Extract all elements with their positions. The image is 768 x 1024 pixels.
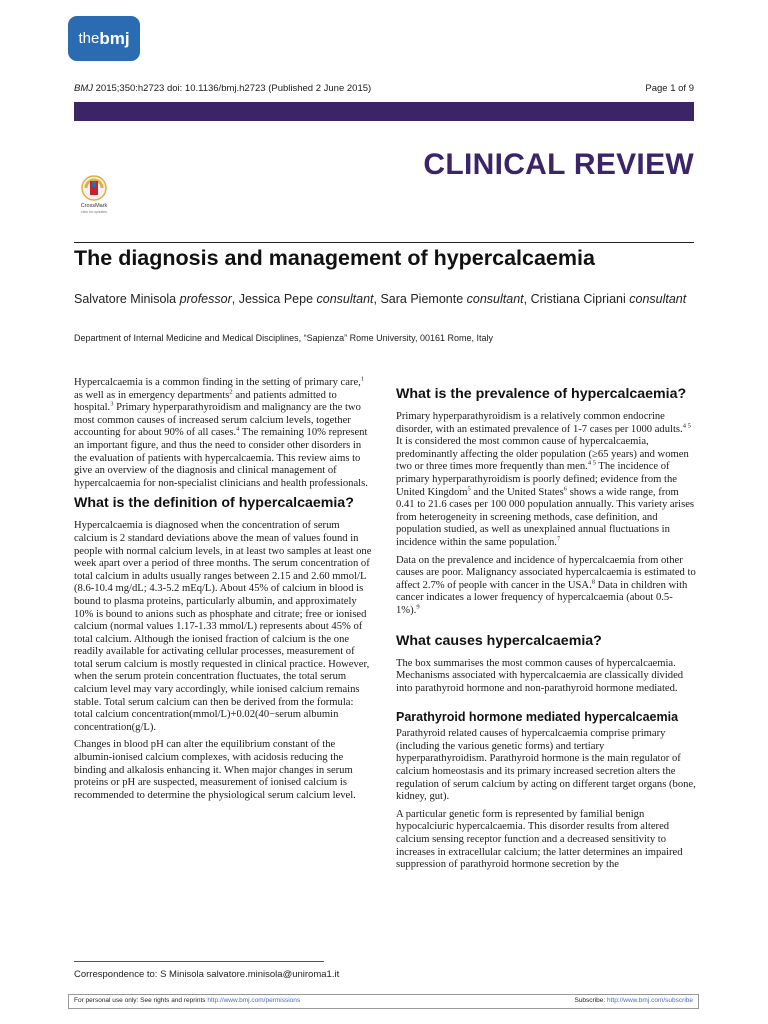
author-name: Sara Piemonte <box>380 292 464 306</box>
ref-link[interactable]: 5 <box>467 485 471 493</box>
fhh-paragraph: A particular genetic form is represented by familial benign hypocalciuric hypercalcaemia. This disorder results from altered calcium sensing receptor function and a decreased sensitivity to increases in extracellular calcium; the latter determines an impaired suppression of parathyroid hormone secretion by the <box>396 808 683 871</box>
intro-paragraph <box>74 377 374 490</box>
ref-link[interactable]: 4 5 <box>587 459 596 467</box>
definition-paragraph: Hypercalcaemia is diagnosed when the concentration of serum calcium is 2 standard deviations above the mean of values found in people with normal calcium levels, in at least two samples at least one week apart over a period of three months. The serum concentration of total calcium in adults usually ranges between 2.15 and 2.60 mmol/L (8.6-10.4 mg/dL; 4.3-5.2 mEq/L). About 45% of calcium in blood is bound to plasma proteins, particularly albumin, and approximately 10% is bound to anions such as phosphate and citrate; free or ionised calcium (normal values 1.17-1.33 mmol/L) represents about 45% of total calcium. Although the ionised fraction of calcium is the one readily available for activating cellular processes, measurement of total serum calcium is mostly requested in clinical practice. However, when the serum protein concentration fluctuates, the total serum calcium level may vary accordingly, while ionised calcium remains stable. Total serum calcium can then be derived from the formula: total calcium concentration(mmol/L)+0.02(40−serum albumin concentration(g/L). <box>74 520 372 733</box>
ref-link[interactable]: 4 <box>236 425 240 433</box>
subscribe-link[interactable]: http://www.bmj.com/subscribe <box>607 997 693 1004</box>
footnote-rule <box>74 961 324 962</box>
affiliation: Department of Internal Medicine and Medical Disciplines, “Sapienza” Rome University, 00161 Rome, Italy <box>74 333 494 343</box>
text-run: Data on the prevalence and incidence of hypercalcaemia from other causes are poor. Malignancy associated hypercalcaemia is estimated to affect 2.7% of people with cancer in the USA. <box>396 554 696 591</box>
bmj-logo[interactable] <box>68 16 140 61</box>
author-role: consultant <box>466 292 524 306</box>
right-column <box>396 386 696 877</box>
page-number: Page 1 of 9 <box>645 83 694 94</box>
crossmark-sub: click for updates <box>81 210 107 214</box>
citation-line <box>74 83 371 94</box>
section-heading: CLINICAL REVIEW <box>423 148 694 181</box>
causes-heading: What causes hypercalcaemia? <box>396 632 602 649</box>
pth-heading: Parathyroid hormone mediated hypercalcaemia <box>396 710 679 725</box>
text-run: Hypercalcaemia is a common finding in the setting of primary care, <box>74 377 361 388</box>
text-run: The incidence of primary hyperparathyroidism is poorly defined; evidence from the United Kingdom <box>396 461 677 498</box>
text-run: The remaining 10% represent an important figure, and thus the need to consider other disorders in the evaluation of patients with hypercalcaemia. This review aims to give an overview of the diagnosis and clinical management of hypercalcaemia for non-specialist clinicians and health professionals. <box>74 427 368 489</box>
author-role: consultant <box>316 292 374 306</box>
ph-paragraph: Changes in blood pH can alter the equilibrium constant of the albumin-ionised calcium complexes, with acidosis reducing the binding and alkalosis enhancing it. When major changes in serum proteins or pH are suspected, measurement of ionised calcium is recommended to determine the physiological serum calcium level. <box>74 739 356 801</box>
header-bar <box>74 102 694 121</box>
crossmark-badge[interactable] <box>74 173 114 215</box>
journal-name: BMJ <box>74 83 93 94</box>
text-run: Primary hyperparathyroidism and malignancy are the two most common causes of increased serum calcium levels, together accounting for about 90% of all cases. <box>74 402 361 439</box>
text-run: Data in children with cancer indicates a lower frequency of hypercalcaemia (about 0.5-1%). <box>396 579 688 616</box>
logo-the: the <box>78 30 100 47</box>
text-run: and the United States <box>470 486 564 498</box>
footer-rights <box>74 997 300 1004</box>
ref-link[interactable]: 9 <box>416 603 420 611</box>
author-name: Jessica Pepe <box>238 292 314 306</box>
footer-box <box>68 994 699 1009</box>
text-run: as well as in emergency departments <box>74 389 230 401</box>
footer-rights-text: For personal use only: See rights and reprints <box>74 997 208 1004</box>
author-role: professor <box>179 292 232 306</box>
text-run: shows a wide range, from 0.41 to 21.6 cases per 100 000 population annually. This variety arises from heterogeneity in screening methods, case definition, and population studied, as well as unexplained annual fluctuations in incidence within the same population. <box>396 486 695 548</box>
ref-link[interactable]: 3 <box>110 400 114 408</box>
ref-link[interactable]: 6 <box>563 485 567 493</box>
permissions-link[interactable]: http://www.bmj.com/permissions <box>207 997 301 1004</box>
pth-paragraph: Parathyroid related causes of hypercalcaemia comprise primary (including the various genetic forms) and tertiary hyperparathyroidism. Parathyroid hormone is the main regulator of calcium homeostasis and its primary increased secretion alters the regulation of serum calcium by acting on different target organs (bone, kidney, gut). <box>396 728 696 803</box>
prevalence-paragraph <box>396 411 696 550</box>
ref-link[interactable]: 8 <box>591 578 595 586</box>
ref-link[interactable]: 4 5 <box>682 422 691 430</box>
malignancy-paragraph <box>396 555 696 618</box>
text-run: and patients admitted to hospital. <box>74 389 337 414</box>
text-run: It is considered the most common cause of hypercalcaemia, predominantly affecting the older population (≥65 years) and women two or three times more frequently than men. <box>396 436 689 473</box>
causes-paragraph: The box summarises the most common causes of hypercalcaemia. Mechanisms associated with hypercalcaemia are classically divided into parathyroid hormone and non-parathyroid hormone mediated. <box>396 657 684 694</box>
citation-text: 2015;350:h2723 doi: 10.1136/bmj.h2723 (Published 2 June 2015) <box>93 83 372 94</box>
footer-subscribe-text: Subscribe: <box>574 997 608 1004</box>
ref-link[interactable]: 1 <box>360 375 365 383</box>
author-name: Salvatore Minisola <box>74 292 177 306</box>
prevalence-heading: What is the prevalence of hypercalcaemia? <box>396 386 687 402</box>
ref-link[interactable]: 7 <box>556 535 561 543</box>
definition-heading: What is the definition of hypercalcaemia? <box>74 495 354 512</box>
crossmark-icon <box>74 173 114 215</box>
left-column <box>74 377 374 807</box>
title-rule <box>74 242 694 243</box>
crossmark-label: CrossMark <box>80 203 108 209</box>
footer-subscribe <box>574 997 693 1004</box>
correspondence: Correspondence to: S Minisola salvatore.minisola@uniroma1.it <box>74 969 340 980</box>
text-run: Primary hyperparathyroidism is a relatively common endocrine disorder, with an estimated prevalence of 1-7 cases per 1000 adults. <box>396 411 683 435</box>
ref-link[interactable]: 2 <box>229 388 233 396</box>
author-role: consultant <box>629 292 687 306</box>
article-title: The diagnosis and management of hypercalcaemia <box>74 246 595 270</box>
author-list: Salvatore Minisola professor, Jessica Pepe consultant, Sara Piemonte consultant, Cristiana Cipriani consultant <box>74 292 687 306</box>
author-name: Cristiana Cipriani <box>530 292 626 306</box>
logo-bmj: bmj <box>99 28 130 48</box>
